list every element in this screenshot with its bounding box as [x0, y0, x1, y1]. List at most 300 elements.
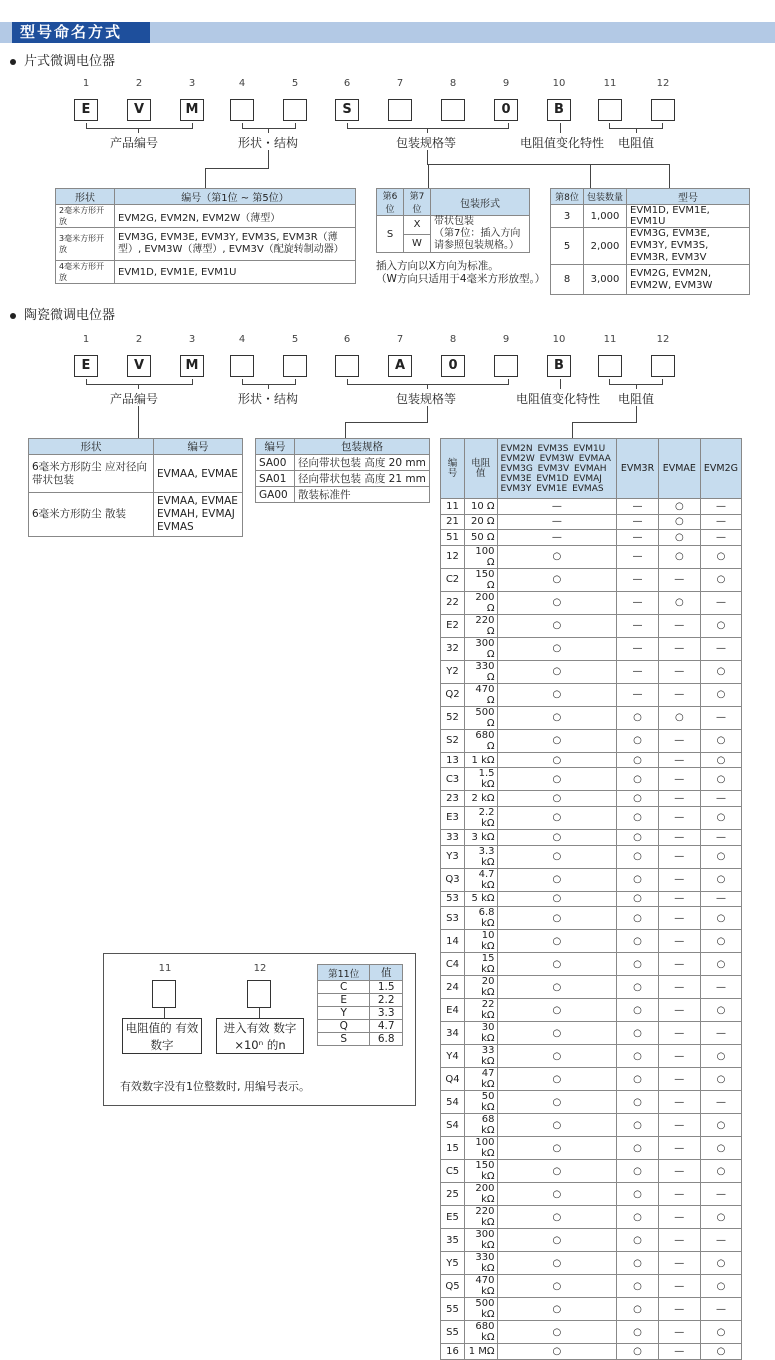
table-cell: — [617, 545, 658, 568]
line [268, 150, 269, 168]
table-cell: — [658, 660, 700, 683]
table-row [441, 1068, 742, 1091]
table-cell: — [658, 1183, 700, 1206]
line [636, 128, 637, 133]
table-cell: ○ [497, 1252, 617, 1275]
digit-box: B [547, 99, 571, 121]
table-row [441, 1252, 742, 1275]
table-cell: 20 Ω [464, 514, 497, 530]
table-row [441, 660, 742, 683]
table-cell: ○ [617, 752, 658, 768]
table-cell: ○ [617, 976, 658, 999]
table-cell: 30 kΩ [464, 1022, 497, 1045]
line [205, 168, 206, 188]
table-cell: ○ [700, 660, 741, 683]
table-row [441, 729, 742, 752]
resistance-label: 电阻值 [618, 392, 655, 406]
table-cell: EVMAA, EVMAE EVMAH, EVMAJ EVMAS [154, 493, 243, 537]
table-cell: C4 [441, 953, 465, 976]
digit-number: 5 [291, 334, 299, 345]
line [427, 128, 428, 133]
line [295, 379, 296, 384]
table-cell: — [658, 868, 700, 891]
resistance-table [440, 438, 742, 1360]
table-header: 值 [370, 965, 403, 981]
table-cell: Q [318, 1020, 370, 1033]
table-cell: S [377, 216, 404, 253]
table-row [441, 1022, 742, 1045]
shape-label: 形状・结构 [238, 136, 299, 150]
table-cell: 径向带状包装 高度 20 mm [295, 455, 430, 471]
table-cell: 3毫米方形开放 [56, 228, 115, 261]
table-cell: — [700, 1183, 741, 1206]
table-cell: — [700, 514, 741, 530]
table-cell: ○ [617, 1022, 658, 1045]
table-row [441, 976, 742, 999]
table-cell: 15 [441, 1137, 465, 1160]
digit-box [388, 99, 412, 121]
table-row [441, 1183, 742, 1206]
line [560, 123, 561, 133]
table-cell: 1,000 [584, 205, 627, 228]
table-header: EVM2G [700, 439, 741, 499]
table-row [441, 806, 742, 829]
table-cell: 2,000 [584, 228, 627, 265]
line [192, 379, 193, 384]
table-cell: EVM3G, EVM3E, EVM3Y, EVM3S, EVM3R（薄型）, EVM3W（薄型）, EVM3V（配旋转制动器） [115, 228, 356, 261]
ceramic-shape-table [28, 438, 243, 537]
line [268, 384, 269, 389]
sig-digit-desc: 电阻值的 有效数字 [122, 1018, 202, 1054]
table-cell: ○ [700, 752, 741, 768]
shape-label: 形状・结构 [238, 392, 299, 406]
page-title: 型号命名方式 [20, 23, 123, 41]
table-cell: — [497, 530, 617, 546]
digit-box: 0 [494, 99, 518, 121]
table-cell: — [617, 683, 658, 706]
table-cell: ○ [497, 729, 617, 752]
table-cell: EVM1D, EVM1E, EVM1U [115, 261, 356, 284]
table-cell: 300 Ω [464, 637, 497, 660]
table-cell: ○ [617, 829, 658, 845]
table-cell: 100 Ω [464, 545, 497, 568]
section-ceramic-heading [10, 304, 115, 323]
table-cell: — [658, 568, 700, 591]
digit-number: 9 [502, 78, 510, 89]
table-row [441, 568, 742, 591]
table-cell: 47 kΩ [464, 1068, 497, 1091]
table-cell: ○ [497, 806, 617, 829]
bullet-icon [10, 59, 16, 65]
digit-number: 8 [449, 78, 457, 89]
table-cell: ○ [700, 1344, 741, 1360]
table-cell: 径向带状包装 高度 21 mm [295, 471, 430, 487]
table-cell: ○ [658, 514, 700, 530]
legend-box [103, 953, 416, 1106]
table-cell: — [658, 683, 700, 706]
table-cell: — [700, 976, 741, 999]
table-row [441, 791, 742, 807]
table-header: 编号（第1位 ~ 第5位） [115, 189, 356, 205]
table-cell: ○ [700, 999, 741, 1022]
table-cell: ○ [497, 545, 617, 568]
table-cell: 1 kΩ [464, 752, 497, 768]
table-cell: — [658, 1321, 700, 1344]
table-cell: GA00 [256, 487, 295, 503]
table-cell: 50 Ω [464, 530, 497, 546]
table-row [441, 953, 742, 976]
pack-note [376, 260, 545, 286]
table-cell: 32 [441, 637, 465, 660]
table-cell: ○ [497, 614, 617, 637]
section-chip-title: 片式微调电位器 [24, 54, 116, 69]
section-ceramic-title: 陶瓷微调电位器 [24, 308, 116, 323]
digit-number: 12 [656, 334, 670, 345]
table-header: 第7位 [404, 189, 431, 216]
table-cell: 3 kΩ [464, 829, 497, 845]
table-cell: — [700, 637, 741, 660]
table-row [441, 1344, 742, 1360]
table-cell: 500 Ω [464, 706, 497, 729]
line [242, 128, 296, 129]
line [636, 384, 637, 389]
table-cell: 54 [441, 1091, 465, 1114]
table-cell: ○ [497, 1045, 617, 1068]
table-cell: ○ [617, 845, 658, 868]
digit-box [230, 99, 254, 121]
table-cell: ○ [617, 868, 658, 891]
table-cell: Q3 [441, 868, 465, 891]
digit-number: 11 [603, 78, 617, 89]
table-cell: 33 [441, 829, 465, 845]
table-cell: 24 [441, 976, 465, 999]
digit-box [651, 355, 675, 377]
table-cell: ○ [497, 1275, 617, 1298]
table-cell: ○ [658, 499, 700, 515]
table-cell: ○ [497, 660, 617, 683]
note-line: 插入方向以X方向为标准。 [376, 260, 499, 272]
table-cell: 52 [441, 706, 465, 729]
digit-number: 4 [238, 334, 246, 345]
table-cell: 11 [441, 499, 465, 515]
table-cell: ○ [700, 768, 741, 791]
table-cell: ○ [497, 1321, 617, 1344]
table-row [441, 930, 742, 953]
table-cell: ○ [617, 891, 658, 907]
digit-box: M [180, 355, 204, 377]
table-cell: EVM2G, EVM2N, EVM2W, EVM3W [627, 265, 750, 295]
table-row [441, 545, 742, 568]
table-cell: — [658, 1068, 700, 1091]
table-cell: Y2 [441, 660, 465, 683]
table-cell: E3 [441, 806, 465, 829]
table-cell: 2.2 kΩ [464, 806, 497, 829]
table-cell: 680 Ω [464, 729, 497, 752]
table-cell: ○ [617, 930, 658, 953]
table-cell: ○ [700, 1321, 741, 1344]
digit-number: 3 [188, 334, 196, 345]
digit-box: M [180, 99, 204, 121]
table-row [441, 1091, 742, 1114]
table-cell: 3,000 [584, 265, 627, 295]
product-code-label: 产品编号 [110, 392, 159, 406]
table-cell: ○ [658, 545, 700, 568]
table-cell: 10 Ω [464, 499, 497, 515]
table-cell: 3.3 [370, 1007, 403, 1020]
table-row [441, 1045, 742, 1068]
table-cell: 470 Ω [464, 683, 497, 706]
table-cell: ○ [700, 1137, 741, 1160]
table-cell: Y4 [441, 1045, 465, 1068]
table-cell: — [658, 1160, 700, 1183]
table-cell: S4 [441, 1114, 465, 1137]
line [662, 123, 663, 128]
table-cell: — [658, 845, 700, 868]
line [636, 406, 637, 422]
table-cell: ○ [700, 907, 741, 930]
tcr-label: 电阻值变化特性 [520, 136, 605, 150]
line [427, 406, 428, 422]
table-cell: C3 [441, 768, 465, 791]
line [164, 1008, 165, 1018]
table-header: 包装规格 [295, 439, 430, 455]
table-cell: ○ [497, 768, 617, 791]
table-cell: 16 [441, 1344, 465, 1360]
digit-box [598, 99, 622, 121]
table-cell: ○ [617, 768, 658, 791]
table-cell: 6.8 [370, 1033, 403, 1046]
line [345, 422, 346, 438]
digit-number: 10 [552, 334, 566, 345]
table-cell: — [658, 791, 700, 807]
table-cell: ○ [617, 999, 658, 1022]
table-cell: Q2 [441, 683, 465, 706]
table-row [441, 907, 742, 930]
table-cell: — [658, 752, 700, 768]
table-cell: Q4 [441, 1068, 465, 1091]
table-cell: ○ [497, 1091, 617, 1114]
line [242, 123, 243, 128]
table-cell: 300 kΩ [464, 1229, 497, 1252]
table-header: EVMAE [658, 439, 700, 499]
table-cell: ○ [497, 953, 617, 976]
table-cell: ○ [497, 829, 617, 845]
table-cell: 20 kΩ [464, 976, 497, 999]
digit-number: 11 [603, 334, 617, 345]
line [242, 379, 243, 384]
table-cell: ○ [497, 868, 617, 891]
table-cell: S5 [441, 1321, 465, 1344]
table-cell: S [318, 1033, 370, 1046]
digit-box [152, 980, 176, 1008]
table-cell: ○ [700, 683, 741, 706]
digit-number: 1 [82, 78, 90, 89]
table-cell: ○ [497, 1114, 617, 1137]
table-cell: — [658, 806, 700, 829]
table-row [441, 1275, 742, 1298]
table-cell: ○ [617, 1137, 658, 1160]
table-row [441, 845, 742, 868]
table-cell: 100 kΩ [464, 1137, 497, 1160]
table-row [441, 530, 742, 546]
table-cell: 500 kΩ [464, 1298, 497, 1321]
line [259, 1008, 260, 1018]
table-row [441, 1137, 742, 1160]
table-row [441, 752, 742, 768]
table-cell: 220 kΩ [464, 1206, 497, 1229]
table-cell: — [700, 499, 741, 515]
table-cell: ○ [700, 806, 741, 829]
digit-box [598, 355, 622, 377]
section-chip-heading [10, 50, 115, 69]
table-cell: — [658, 1252, 700, 1275]
table-cell: ○ [658, 706, 700, 729]
table-header: 编号 [256, 439, 295, 455]
table-header: 第11位 [318, 965, 370, 981]
digit-number: 2 [135, 78, 143, 89]
table-cell: ○ [700, 1114, 741, 1137]
table-cell: ○ [617, 1275, 658, 1298]
table-cell: E5 [441, 1206, 465, 1229]
table-cell: ○ [658, 530, 700, 546]
digit-number: 4 [238, 78, 246, 89]
table-cell: ○ [700, 868, 741, 891]
table-header: 第6位 [377, 189, 404, 216]
table-cell: 34 [441, 1022, 465, 1045]
digit-number: 12 [656, 78, 670, 89]
digit-number: 7 [396, 334, 404, 345]
digit-box [651, 99, 675, 121]
line [609, 379, 610, 384]
digit-number: 8 [449, 334, 457, 345]
table-cell: 3.3 kΩ [464, 845, 497, 868]
table-cell: 200 kΩ [464, 1183, 497, 1206]
table-cell: — [700, 791, 741, 807]
table-cell: — [617, 660, 658, 683]
table-cell: ○ [617, 1206, 658, 1229]
line [138, 406, 139, 438]
table-cell: — [658, 1298, 700, 1321]
digit-box [441, 99, 465, 121]
table-cell: ○ [700, 1068, 741, 1091]
table-cell: ○ [497, 1206, 617, 1229]
table-header [497, 439, 617, 499]
table-cell: ○ [497, 907, 617, 930]
table-row [441, 768, 742, 791]
table-cell: X [404, 216, 431, 235]
line [572, 422, 637, 423]
table-header: 形状 [56, 189, 115, 205]
table-cell: — [658, 976, 700, 999]
table-cell: 13 [441, 752, 465, 768]
table-cell: — [658, 768, 700, 791]
table-cell: 33 kΩ [464, 1045, 497, 1068]
table-cell: 10 kΩ [464, 930, 497, 953]
table-cell: 22 [441, 591, 465, 614]
table-cell: C2 [441, 568, 465, 591]
table-cell: ○ [700, 1160, 741, 1183]
table-cell: ○ [700, 568, 741, 591]
table-cell: ○ [617, 1229, 658, 1252]
table-cell: 150 kΩ [464, 1160, 497, 1183]
table-cell: C [318, 981, 370, 994]
table-cell: 14 [441, 930, 465, 953]
table-cell: 330 Ω [464, 660, 497, 683]
table-cell: E4 [441, 999, 465, 1022]
table-row [441, 1321, 742, 1344]
table-cell: ○ [497, 706, 617, 729]
table-cell: Y [318, 1007, 370, 1020]
table-header: 包装数量 [584, 189, 627, 205]
digit-box [230, 355, 254, 377]
table-cell: ○ [497, 568, 617, 591]
table-cell: ○ [497, 1022, 617, 1045]
table-cell: ○ [617, 806, 658, 829]
table-row [441, 1298, 742, 1321]
line [560, 379, 561, 389]
table-cell: ○ [617, 1252, 658, 1275]
table-cell: ○ [497, 1183, 617, 1206]
digit-number: 10 [552, 78, 566, 89]
title-bar [0, 0, 775, 44]
table-cell: ○ [617, 729, 658, 752]
line [86, 379, 87, 384]
digit-box: E [74, 99, 98, 121]
line [508, 123, 509, 128]
table-cell: ○ [617, 1344, 658, 1360]
line [669, 164, 670, 188]
table-cell: — [700, 1229, 741, 1252]
line [138, 128, 139, 133]
table-cell: 6毫米方形防尘 应对径向带状包装 [29, 455, 154, 493]
table-cell: — [700, 706, 741, 729]
table-cell: ○ [497, 1068, 617, 1091]
table-cell: 12 [441, 545, 465, 568]
line [295, 123, 296, 128]
table-cell: ○ [617, 1045, 658, 1068]
table-cell: — [658, 614, 700, 637]
table-cell: 2毫米方形开放 [56, 205, 115, 228]
table-cell: 4.7 kΩ [464, 868, 497, 891]
table-cell: 4.7 [370, 1020, 403, 1033]
line [86, 384, 193, 385]
table-cell: 23 [441, 791, 465, 807]
table-cell: ○ [617, 1091, 658, 1114]
table-cell: — [700, 591, 741, 614]
tcr-label: 电阻值变化特性 [516, 392, 601, 406]
line [268, 128, 269, 133]
table-cell: ○ [497, 999, 617, 1022]
table-cell: — [617, 514, 658, 530]
table-cell: 散装标准件 [295, 487, 430, 503]
table-cell: — [700, 1091, 741, 1114]
table-row [441, 514, 742, 530]
table-cell: （第7位：插入方向请参照包装规格。） [434, 228, 521, 251]
table-cell: — [658, 1344, 700, 1360]
table-cell: 51 [441, 530, 465, 546]
table-cell: ○ [617, 1183, 658, 1206]
table-header: 编号 [154, 439, 243, 455]
table-cell: — [658, 907, 700, 930]
table-cell: — [617, 637, 658, 660]
table-cell: ○ [497, 637, 617, 660]
table-cell: ○ [497, 683, 617, 706]
digit-box [283, 99, 307, 121]
digit-number: 12 [253, 963, 267, 974]
table-cell: 3 [551, 205, 584, 228]
table-cell: — [658, 729, 700, 752]
table-cell: E [318, 994, 370, 1007]
